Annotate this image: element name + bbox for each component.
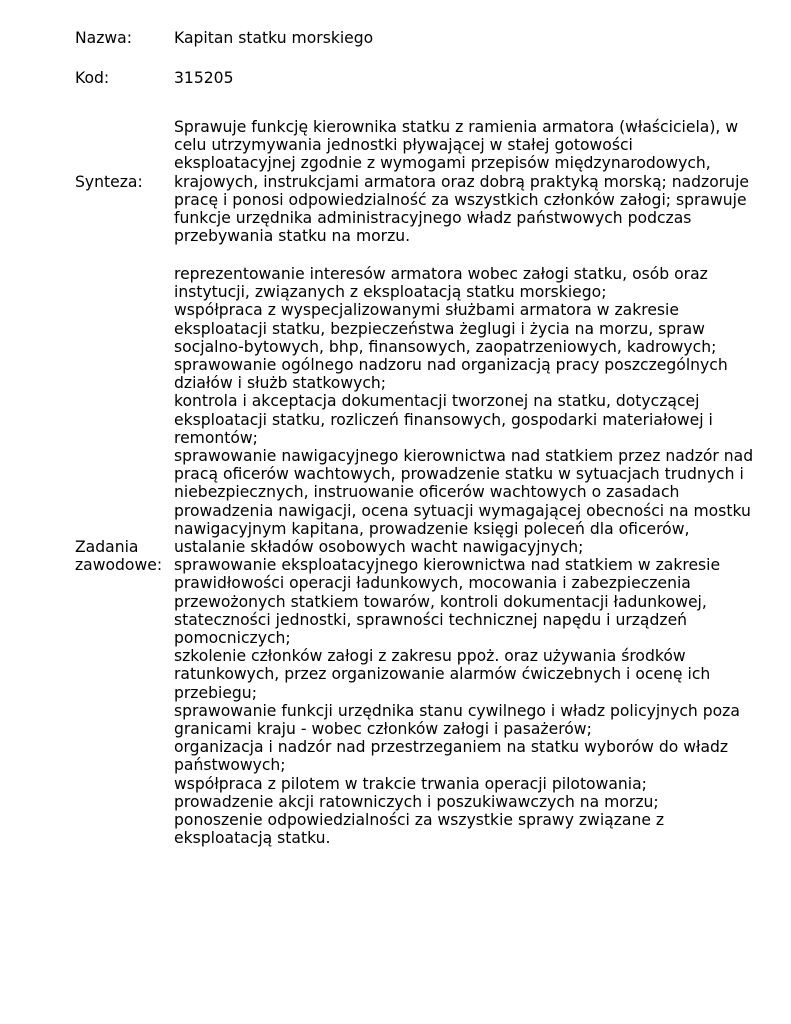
task-item: reprezentowanie interesów armatora wobec załogi statku, osób oraz instytucji, związanych z eksploatacją statku morskiego; (174, 265, 708, 302)
nazwa-label: Nazwa: (75, 28, 132, 47)
task-item: sprawowanie eksploatacyjnego kierownictwa nad statkiem w zakresie prawidłowości operacji ładunkowych, mocowania i zabezpieczenia przewożonych statkiem towarów, kontroli dokumentacji ładunkowej, stateczności jednostki, sprawności technicznej napędu i urządzeń pomocniczych; (174, 556, 721, 648)
task-item: prowadzenie akcji ratowniczych i poszukiwawczych na morzu; (174, 792, 659, 811)
zadania-row (0, 265, 791, 847)
kod-label: Kod: (75, 68, 110, 87)
synteza-row (0, 118, 791, 246)
zadania-label-line2: zawodowe: (75, 556, 163, 575)
task-item: sprawowanie ogólnego nadzoru nad organizacją pracy poszczególnych działów i służb statkowych; (174, 356, 728, 393)
task-item: kontrola i akceptacja dokumentacji tworzonej na statku, dotyczącej eksploatacji statku, rozliczeń finansowych, gospodarki materiałowej i remontów; (174, 392, 713, 447)
task-item: sprawowanie nawigacyjnego kierownictwa nad statkiem przez nadzór nad pracą oficerów wachtowych, prowadzenie statku w sytuacjach trudnych i niebezpiecznych, instruowanie oficerów wachtowych o zasadach prowadzenia nawigacji, ocena sytuacji wymagającej obecności na mostku nawigacyjnym kapitana, prowadzenie księgi poleceń dla oficerów, ustalanie składów osobowych wacht nawigacyjnych; (174, 447, 754, 557)
task-item: ponoszenie odpowiedzialności za wszystkie sprawy związane z eksploatacją statku. (174, 811, 665, 848)
task-item: sprawowanie funkcji urzędnika stanu cywilnego i władz policyjnych poza granicami kraju - wobec członków załogi i pasażerów; (174, 701, 740, 739)
task-item: współpraca z wyspecjalizowanymi służbami armatora w zakresie eksploatacji statku, bezpieczeństwa żeglugi i życia na morzu, spraw socjalno-bytowych, bhp, finansowych, zaopatrzeniowych, kadrowych; (174, 301, 717, 356)
task-item: współpraca z pilotem w trakcie trwania operacji pilotowania; (174, 774, 647, 793)
zadania-list (174, 265, 754, 848)
task-item: organizacja i nadzór nad przestrzeganiem na statku wyborów do władz państwowych; (174, 738, 729, 775)
synteza-label: Synteza: (75, 173, 143, 191)
nazwa-value: Kapitan statku morskiego (174, 28, 374, 47)
synteza-value: Sprawuje funkcję kierownika statku z ramienia armatora (właściciela), w celu utrzymywania jednostki pływającej w stałej gotowości eksploatacyjnej zgodnie z wymogami przepisów międzynarodowych, krajowych, instrukcjami armatora oraz dobrą praktyką morską; nadzoruje pracę i ponosi odpowiedzialność za wszystkich członków załogi; sprawuje funkcje urzędnika administracyjnego władz państwowych podczas przebywania statku na morzu. (174, 118, 749, 246)
kod-value: 315205 (174, 68, 234, 87)
task-item: szkolenie członków załogi z zakresu ppoż. oraz używania środków ratunkowych, przez organizowanie alarmów ćwiczebnych i ocenę ich przebiegu; (174, 647, 711, 702)
zadania-label (75, 538, 175, 574)
zadania-label-line1: Zadania (75, 538, 139, 556)
